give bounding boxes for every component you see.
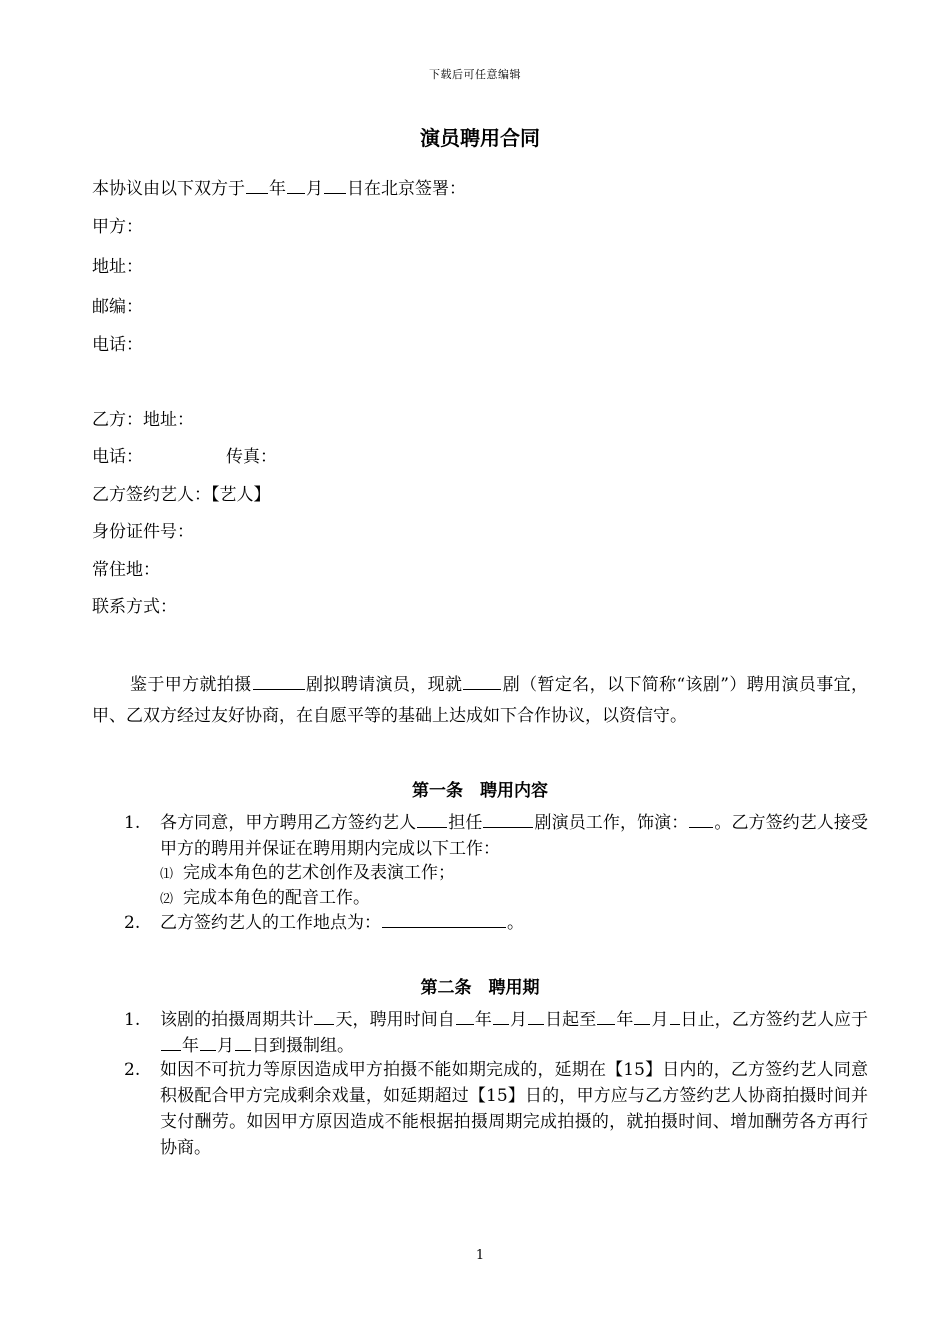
article-1-item-2 bbox=[124, 910, 868, 936]
party-a-phone: 电话： bbox=[92, 335, 143, 355]
preamble-paragraph: 鉴于甲方就拍摄 剧拟聘请演员，现就 剧（暂定名，以下简称“该剧”）聘用演员事宜，甲、乙双方经过友好协商，在自愿平等的基础上达成如下合作协议，以资信守。 bbox=[92, 675, 868, 726]
party-b-contact: 联系方式： bbox=[92, 597, 177, 617]
article-1-item-1 bbox=[124, 810, 868, 862]
article-1-title: 第一条 聘用内容 bbox=[412, 781, 548, 801]
blank bbox=[287, 178, 305, 194]
blank bbox=[493, 1009, 509, 1025]
article-1-subitem-2: ⑵ 完成本角色的配音工作。 bbox=[160, 888, 371, 908]
party-b-address: 乙方：地址： bbox=[92, 410, 194, 430]
blank bbox=[253, 674, 305, 690]
blank bbox=[246, 178, 268, 194]
blank bbox=[689, 812, 713, 828]
item-text: 乙方签约艺人的工作地点为： 。 bbox=[160, 913, 524, 933]
item-number: 1. bbox=[124, 813, 141, 833]
blank bbox=[161, 1035, 181, 1051]
page-header: 下载后可任意编辑 bbox=[429, 68, 521, 81]
party-a-label: 甲方： bbox=[92, 217, 143, 237]
blank bbox=[456, 1009, 474, 1025]
blank bbox=[200, 1035, 216, 1051]
party-b-fax: 传真： bbox=[226, 447, 277, 467]
blank bbox=[597, 1009, 615, 1025]
article-2-item-2 bbox=[124, 1057, 868, 1161]
document-title: 演员聘用合同 bbox=[420, 126, 540, 150]
item-text: 该剧的拍摄周期共计 天，聘用时间自 年 月 日起至 年 月 日止，乙方签约艺人应于年 月 日到摄制组。 bbox=[160, 1010, 869, 1056]
blank bbox=[483, 812, 533, 828]
blank bbox=[314, 1009, 334, 1025]
article-2-item-1 bbox=[124, 1007, 868, 1059]
blank bbox=[382, 912, 506, 928]
party-b-id: 身份证件号： bbox=[92, 522, 194, 542]
party-a-postcode: 邮编： bbox=[92, 297, 143, 317]
party-b-phone: 电话： bbox=[92, 447, 143, 467]
intro-line: 本协议由以下双方于 年 月 日在北京签署： bbox=[92, 179, 466, 199]
blank bbox=[670, 1009, 680, 1025]
party-b-residence: 常住地： bbox=[92, 560, 160, 580]
blank bbox=[417, 812, 447, 828]
blank bbox=[324, 178, 346, 194]
page-number: 1 bbox=[475, 1248, 485, 1263]
party-a-address: 地址： bbox=[92, 257, 143, 277]
blank bbox=[528, 1009, 544, 1025]
item-number: 1. bbox=[124, 1010, 141, 1030]
item-text: 如因不可抗力等原因造成甲方拍摄不能如期完成的，延期在【15】日内的，乙方签约艺人同意积极配合甲方完成剩余戏量，如延期超过【15】日的，甲方应与乙方签约艺人协商拍摄时间并支付酬劳。如因甲方原因造成不能根据拍摄周期完成拍摄的，就拍摄时间、增加酬劳各方再行协商。 bbox=[160, 1060, 868, 1158]
article-1-subitem-1: ⑴ 完成本角色的艺术创作及表演工作； bbox=[160, 863, 456, 883]
item-number: 2. bbox=[124, 1060, 141, 1080]
blank bbox=[235, 1035, 251, 1051]
blank bbox=[463, 674, 501, 690]
item-number: 2. bbox=[124, 913, 141, 933]
article-2-title: 第二条 聘用期 bbox=[420, 978, 540, 998]
blank bbox=[634, 1009, 650, 1025]
party-b-artist: 乙方签约艺人：【艺人】 bbox=[92, 485, 271, 505]
item-text: 各方同意，甲方聘用乙方签约艺人 担任 剧演员工作，饰演： 。乙方签约艺人接受甲方的聘用并保证在聘用期内完成以下工作： bbox=[160, 813, 869, 859]
